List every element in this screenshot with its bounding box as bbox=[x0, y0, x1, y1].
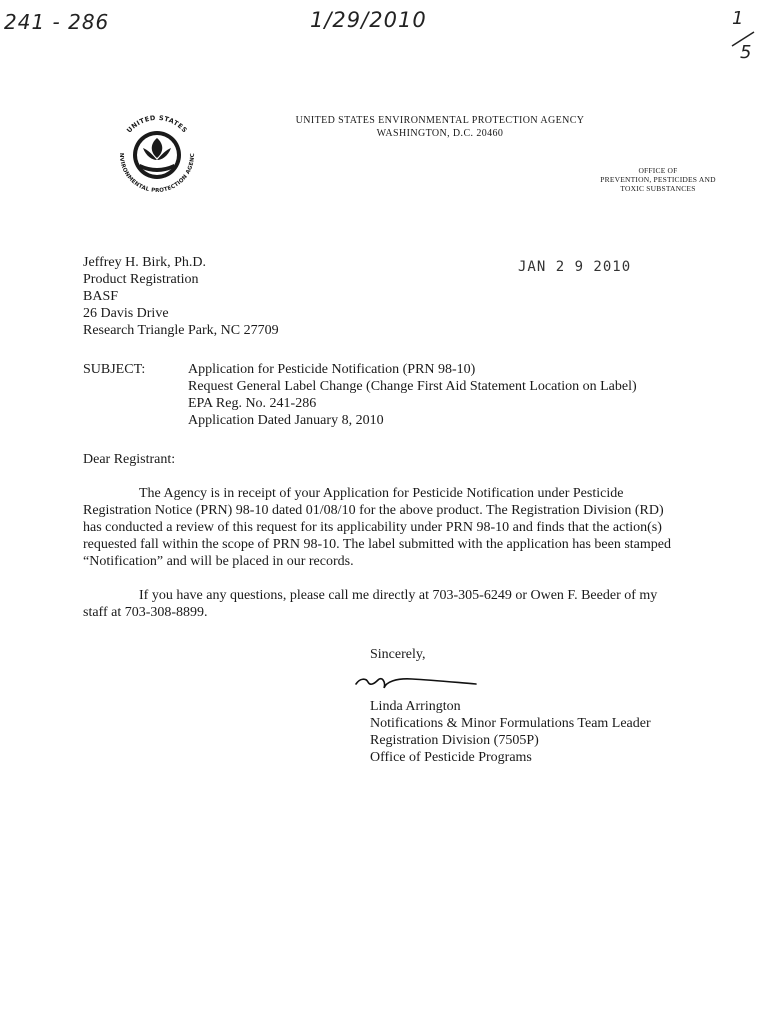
subject-lines bbox=[188, 361, 688, 429]
page-number: 1 bbox=[732, 8, 745, 29]
closing: Sincerely, bbox=[370, 647, 426, 662]
handwritten-page-fraction bbox=[728, 8, 758, 64]
body bbox=[83, 485, 683, 621]
handwritten-reg-number: 241 - 286 bbox=[4, 10, 110, 34]
handwritten-date: 1/29/2010 bbox=[310, 8, 427, 32]
signer-office: Office of Pesticide Programs bbox=[370, 750, 532, 765]
recipient-address bbox=[83, 254, 279, 339]
date-stamp: JAN 2 9 2010 bbox=[518, 259, 632, 275]
svg-text:UNITED STATES: UNITED STATES bbox=[125, 113, 189, 135]
page-total: 5 bbox=[740, 42, 753, 63]
office-line-2: PREVENTION, PESTICIDES AND bbox=[600, 175, 716, 184]
office-block bbox=[578, 166, 738, 193]
office-line-3: TOXIC SUBSTANCES bbox=[620, 184, 696, 193]
signature-block bbox=[370, 698, 651, 766]
recipient-company: BASF bbox=[83, 289, 119, 304]
paragraph-1: The Agency is in receipt of your Application for Pesticide Notification under Pesticide Registration Notice (PRN) 98-10 dated 01/08/10 for the above product. The Registration Division (RD) has conducted a review of this request for its applicability under PRN 98-10 and finds that the action(s) requested fall within the scope of PRN 98-10. The label submitted with the application has been stamped “Notification” and will be placed in our records. bbox=[83, 486, 671, 569]
signer-name: Linda Arrington bbox=[370, 699, 461, 714]
subject-line-3: EPA Reg. No. 241-286 bbox=[188, 396, 317, 411]
subject-line-2: Request General Label Change (Change First Aid Statement Location on Label) bbox=[188, 379, 637, 394]
agency-name: UNITED STATES ENVIRONMENTAL PROTECTION AGENCY bbox=[295, 115, 585, 126]
epa-seal bbox=[110, 108, 204, 202]
subject-label: SUBJECT: bbox=[83, 362, 146, 377]
subject-line-4: Application Dated January 8, 2010 bbox=[188, 413, 384, 428]
signer-title: Notifications & Minor Formulations Team Leader bbox=[370, 716, 651, 731]
salutation: Dear Registrant: bbox=[83, 452, 176, 467]
letterhead bbox=[240, 114, 640, 140]
epa-seal-icon bbox=[110, 108, 204, 202]
recipient-city: Research Triangle Park, NC 27709 bbox=[83, 323, 279, 338]
recipient-name: Jeffrey H. Birk, Ph.D. bbox=[83, 255, 207, 270]
paragraph-2: If you have any questions, please call me directly at 703-305-6249 or Owen F. Beeder of my staff at 703-308-8899. bbox=[83, 588, 658, 620]
office-line-1: OFFICE OF bbox=[638, 166, 678, 175]
signer-division: Registration Division (7505P) bbox=[370, 733, 539, 748]
recipient-street: 26 Davis Drive bbox=[83, 306, 169, 321]
svg-text:ENVIRONMENTAL PROTECTION AGENC: NVIRONMENTAL PROTECTION AGENC bbox=[117, 152, 197, 195]
agency-city: WASHINGTON, D.C. 20460 bbox=[376, 128, 504, 139]
recipient-dept: Product Registration bbox=[83, 272, 199, 287]
subject-line-1: Application for Pesticide Notification (PRN 98-10) bbox=[188, 362, 476, 377]
signature-scribble bbox=[352, 670, 482, 696]
